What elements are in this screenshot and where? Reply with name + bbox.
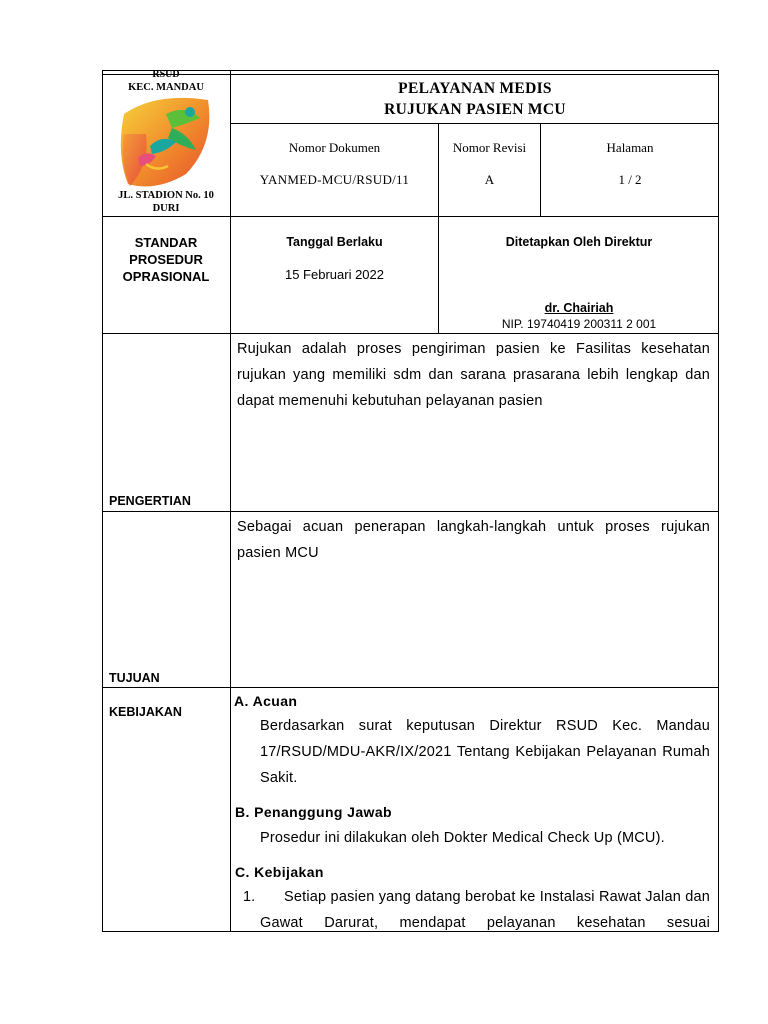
effective-date-value: 15 Februari 2022 [284, 267, 384, 282]
title-row-divider [230, 123, 719, 124]
hospital-district: KEC. MANDAU [128, 82, 204, 93]
revision-label: Nomor Revisi [452, 140, 527, 155]
revision-page-divider [540, 123, 541, 216]
kebijakan-heading: C. Kebijakan [235, 864, 324, 880]
hospital-name: RSUD [152, 69, 180, 80]
approved-by-label: Ditetapkan Oleh Direktur [505, 235, 653, 249]
pengertian-text: Rujukan adalah proses pengiriman pasien ke Fasilitas kesehatan rujukan yang memiliki sdm dan sarana prasarana lebih lengkap dan dapat memenuhi kebutuhan pelayanan pasien [237, 341, 710, 409]
address-line-2: DURI [152, 203, 180, 214]
effective-date-label: Tanggal Berlaku [286, 235, 383, 249]
column-divider [230, 70, 231, 932]
sop-label [104, 234, 228, 285]
sop-label-line-3: OPRASIONAL [122, 269, 210, 284]
hospital-address [104, 189, 228, 215]
acuan-heading: A. Acuan [234, 693, 298, 709]
item-1-text: Setiap pasien yang datang berobat ke Instalasi Rawat Jalan dan Gawat Darurat, mendapat pelayanan kesehatan sesuai [260, 889, 710, 931]
document-title [231, 78, 719, 120]
doc-number-label: Nomor Dokumen [288, 140, 381, 155]
hospital-logo [116, 94, 215, 190]
tujuan-text: Sebagai acuan penerapan langkah-langkah untuk proses rujukan pasien MCU [237, 519, 710, 561]
director-nip: NIP. 19740419 200311 2 001 [501, 317, 657, 331]
sop-label-line-1: STANDAR [134, 235, 198, 250]
item-1-clip [260, 884, 710, 932]
director-name: dr. Chairiah [544, 301, 614, 315]
penanggung-jawab-heading: B. Penanggung Jawab [235, 804, 392, 820]
page-label: Halaman [606, 140, 654, 155]
item-1-number: 1. [243, 889, 256, 905]
tujuan-row-divider [102, 687, 719, 688]
pengertian-row-divider [102, 511, 719, 512]
tujuan-label: TUJUAN [109, 671, 160, 685]
sop-label-line-2: PROSEDUR [129, 252, 203, 267]
sop-row-divider [102, 333, 719, 334]
revision-value: A [484, 172, 495, 187]
doc-number-value: YANMED-MCU/RSUD/11 [259, 172, 410, 187]
page-value: 1 / 2 [618, 172, 642, 187]
acuan-text: Berdasarkan surat keputusan Direktur RSUD Kec. Mandau 17/RSUD/MDU-AKR/IX/2021 Tentang Kebijakan Pelayanan Rumah Sakit. [260, 718, 710, 786]
title-line-1: PELAYANAN MEDIS [398, 80, 552, 97]
title-line-2: RUJUKAN PASIEN MCU [384, 101, 566, 118]
kebijakan-label: KEBIJAKAN [109, 705, 182, 719]
penanggung-jawab-text: Prosedur ini dilakukan oleh Dokter Medical Check Up (MCU). [260, 830, 665, 846]
address-line-1: JL. STADION No. 10 [118, 190, 214, 201]
pengertian-label: PENGERTIAN [109, 494, 191, 508]
header-bottom-divider [102, 216, 719, 217]
